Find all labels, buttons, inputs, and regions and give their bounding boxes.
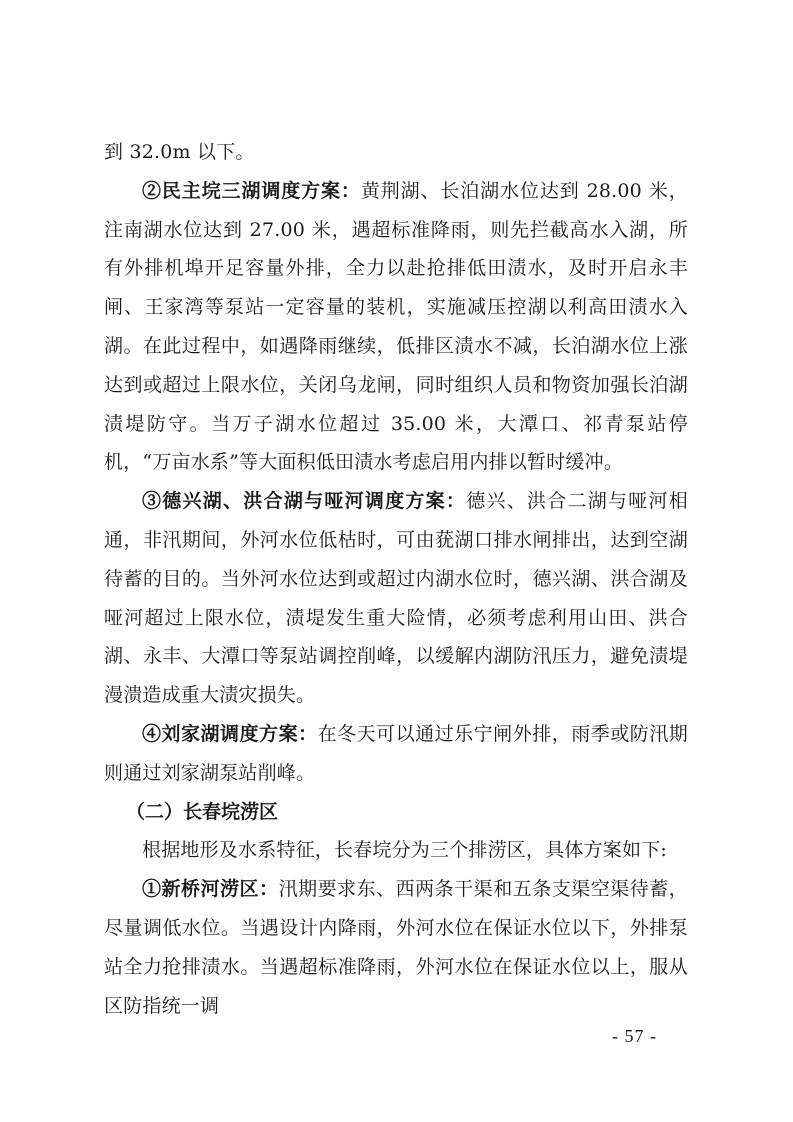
- paragraph-liujiahu-plan: [104, 715, 688, 793]
- paragraph-dexing-honghe-plan: [104, 482, 688, 715]
- paragraph-continuation: [104, 133, 688, 172]
- page-number: - 57 -: [612, 1026, 657, 1046]
- paragraph-heading: ③德兴湖、洪合湖与哑河调度方案：: [142, 490, 467, 513]
- paragraph-text: 根据地形及水系特征，长春垸分为三个排涝区，具体方案如下:: [142, 839, 668, 862]
- paragraph-text: 汛期要求东、西两条干渠和五条支渠空渠待蓄，尽量调低水位。当遇设计内降雨，外河水位在保证水位以下，外排泵站全力抢排渍水。当遇超标准降雨，外河水位在保证水位以上，服从区防指统一调: [104, 878, 688, 1017]
- paragraph-heading: ④刘家湖调度方案：: [142, 722, 318, 745]
- paragraph-text: 到 32.0m 以下。: [104, 141, 255, 163]
- section-heading: （二）长春垸涝区: [126, 800, 279, 823]
- paragraph-minzhuyuan-plan: [104, 172, 688, 482]
- paragraph-text: 在冬天可以通过乐宁闸外排，雨季或防汛期则通过刘家湖泵站削峰。: [104, 722, 688, 784]
- document-body: [104, 133, 688, 1025]
- paragraph-heading: ①新桥河涝区：: [142, 878, 279, 901]
- paragraph-text: 黄荆湖、长泊湖水位达到 28.00 米，注南湖水位达到 27.00 米，遇超标准降雨，则先拦截高水入湖，所有外排机埠开足容量外排，全力以赴抢排低田渍水，及时开启永丰闸、王家湾等泵站一定容量的装机，实施减压控湖以利高田渍水入湖。在此过程中，如遇降雨继续，低排区渍水不减，长泊湖水位上涨达到或超过上限水位，关闭乌龙闸，同时组织人员和物资加强长泊湖渍堤防守。当万子湖水位超过 35.00 米，大潭口、祁青泵站停机，“万亩水系”等大面积低田渍水考虑启用内排以暂时缓冲。: [104, 179, 688, 474]
- paragraph-heading: ②民主垸三湖调度方案：: [142, 179, 361, 202]
- paragraph-intro: [104, 831, 688, 870]
- paragraph-text: 德兴、洪合二湖与哑河相通，非汛期间，外河水位低枯时，可由莸湖口排水闸排出，达到空湖待蓄的目的。当外河水位达到或超过内湖水位时，德兴湖、洪合湖及哑河超过上限水位，渍堤发生重大险情，必须考虑利用山田、洪合湖、永丰、大潭口等泵站调控削峰，以缓解内湖防汛压力，避免渍堤漫溃造成重大渍灾损失。: [104, 490, 689, 707]
- paragraph-xinqiaohe-area: [104, 870, 688, 1025]
